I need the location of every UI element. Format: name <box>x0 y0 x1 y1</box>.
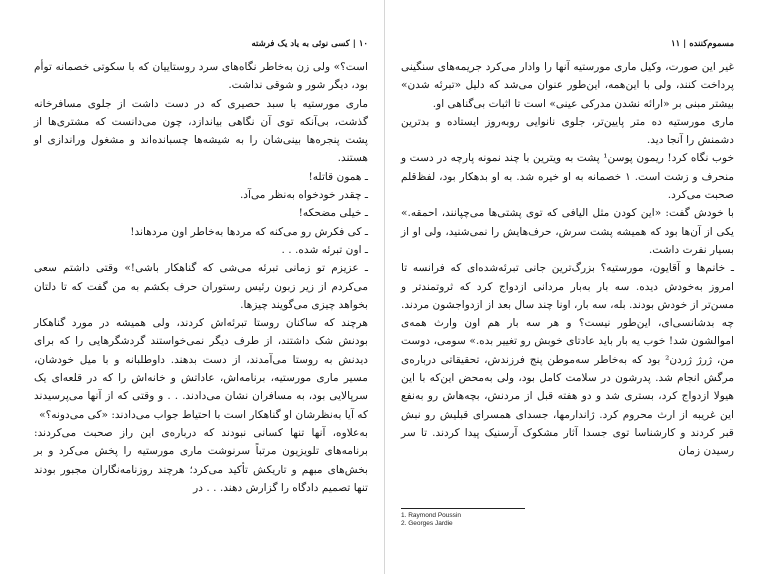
right-page-body <box>401 58 734 461</box>
left-dialogue-1: ـ همون قاتله! <box>308 170 368 183</box>
left-dialogue-6: ـ عزیزم تو زمانی تبرئه می‌شی که گناهکار باشی!» وقتی داشتم سعی می‌کردم از زیر زبون رئیس رستوران حرف بکشم به من گفت که تا دلتان بخواهد چیزی می‌گویند چیزها. <box>34 262 368 311</box>
right-page-running-head: مسموم‌کننده | ۱۱ <box>671 39 734 49</box>
left-page-header <box>34 38 368 58</box>
left-dialogue-5: ـ اون تبرئه شده. . . <box>281 243 368 256</box>
left-paragraph-2: ماری مورستیه با سبد حصیری که در دست داشت از جلوی مسافرخانه گذشت، بی‌آنکه توی آن نگاهی بیاندازد، چون می‌دانست که مشتری‌ها از پشت پنجره‌ها بینی‌شان را به شیشه‌ها چسبانده‌اند و مشغول وراندازی او هستند. <box>34 97 368 165</box>
right-paragraph-3: خوب نگاه کرد! ریمون پوسن¹ پشت به ویترین با چند نمونه پارچه در دست و منحرف و زشت است. ۱ خصمانه به او خیره شد. به او بدهکار بود، لفظ‌قلم صحبت می‌کرد. <box>401 152 735 202</box>
left-paragraph-3: هرچند که ساکنان روستا تبرئه‌اش کردند، ولی همیشه در مورد گناهکار بودنش شک داشتند، از طرف دیگر نمی‌خواستند گردشگرهایی را که برای دیدنش به روستا می‌آمدند، از دست بدهند. داوطلبانه و با میل خودشان، مسیر ماری مورستیه، برنامه‌اش، عاداتش و خانه‌اش را که در قلعه‌ای یک سرپالایی بود، به مسافران نشان می‌دادند. . . و وقتی که از آنها می‌پرسیدند که آیا به‌نظرشان او گناهکار است با احتیاط جواب می‌دادند: «کی می‌دونه؟» <box>34 317 368 421</box>
left-page-body <box>34 58 368 497</box>
left-dialogue-3: ـ خیلی مضحکه! <box>298 207 368 220</box>
right-page <box>384 0 768 574</box>
left-dialogue-4: ـ کی فکرش رو می‌کنه که مردها به‌خاطر اون مردهاند! <box>130 225 368 238</box>
right-paragraph-4: با خودش گفت: «این کودن مثل الیافی که توی پشتی‌ها می‌چپانند، احمقه.» یکی از آن‌ها بود که همیشه پشت سرش، حرف‌هایش را نمی‌شنید، ولی او از بسیار نفرت داشت. <box>401 207 734 256</box>
left-page-running-head: ۱۰ | کسی نوئی به یاد یک فرشته <box>251 39 368 49</box>
footnote-2: 2. Georges Jardie <box>401 520 453 527</box>
footnotes <box>401 508 525 528</box>
footnote-divider <box>401 508 525 509</box>
right-paragraph-5: ـ خانم‌ها و آقایون، مورستیه؟ بزرگ‌ترین جانی تبرئه‌شده‌ای که فرانسه تا امروز به‌خودش دیده. سه بار به‌بار مردانی ازدواج کرد که ثروتمندتر و مسن‌تر از خودش بودند. بله، سه بار، اونا چند سال بعد از ازدواجشون مردند. چه بدشانسی‌ای، این‌طور نیست؟ و هر سه بار هم اون وارث همه‌ی اموالشون شد! خوب یه بار باید عادتای خوبش رو تغییر بده.» سومی، دوست من، ژرژ ژردن² بود که به‌خاطر سه‌موطن پنج فرزندش، تحقیقاتی درباره‌ی مرگش انجام شد. پدرشون در سلامت کامل بود، ولی به‌محض این‌که با این هیولا ازدواج کرد، بستری شد و دو هفته قبل از مردنش، بچه‌هاش رو به‌نفع این غریبه از ارث محروم کرد. ژاندارمها، جسدای همسرای قبلیش رو نبش قبر کردند و کارشناسا توی جسدا آثار مشکوک آرسنیک پیدا کردند. تا سر رسیدن زمان <box>401 262 734 458</box>
footnote-1: 1. Raymond Poussin <box>401 512 461 519</box>
left-paragraph-1: است؟» ولی زن به‌خاطر نگاه‌های سرد روستاییان که با سکوتی خصمانه توأم بود، دیگر شور و شوقی نداشت. <box>34 61 368 92</box>
left-paragraph-4: به‌علاوه، آنها تنها کسانی نبودند که درباره‌ی این راز صحبت می‌کردند: برنامه‌های تلویزیون مرتباً سرنوشت ماری مورستیه را پخش می‌کرد و بر بخش‌های مبهم و تاریکش تأکید می‌کرد؛ هرچند روزنامه‌نگاران مجبور بودند تنها تصمیم دادگاه را گزارش دهند. . . در <box>34 426 368 494</box>
right-paragraph-1: غیر این صورت، وکیل ماری مورستیه آنها را وادار می‌کرد جریمه‌های سنگینی پرداخت کنند، ولی با این‌همه، این‌طور عنوان می‌شد که دلیل «تبرئه شدن» بیشتر مبنی بر «ارائه نشدن مدرکی عینی» است تا اثبات بی‌گناهی او. <box>401 61 734 110</box>
left-dialogue-2: ـ چقدر خودخواه به‌نظر می‌آد. <box>239 189 368 202</box>
right-paragraph-2: ماری مورستیه ده متر پایین‌تر، جلوی نانوایی روبه‌روز ایستاده و بدترین دشمنش را آنجا دید. <box>401 115 734 147</box>
right-page-header <box>401 38 734 58</box>
